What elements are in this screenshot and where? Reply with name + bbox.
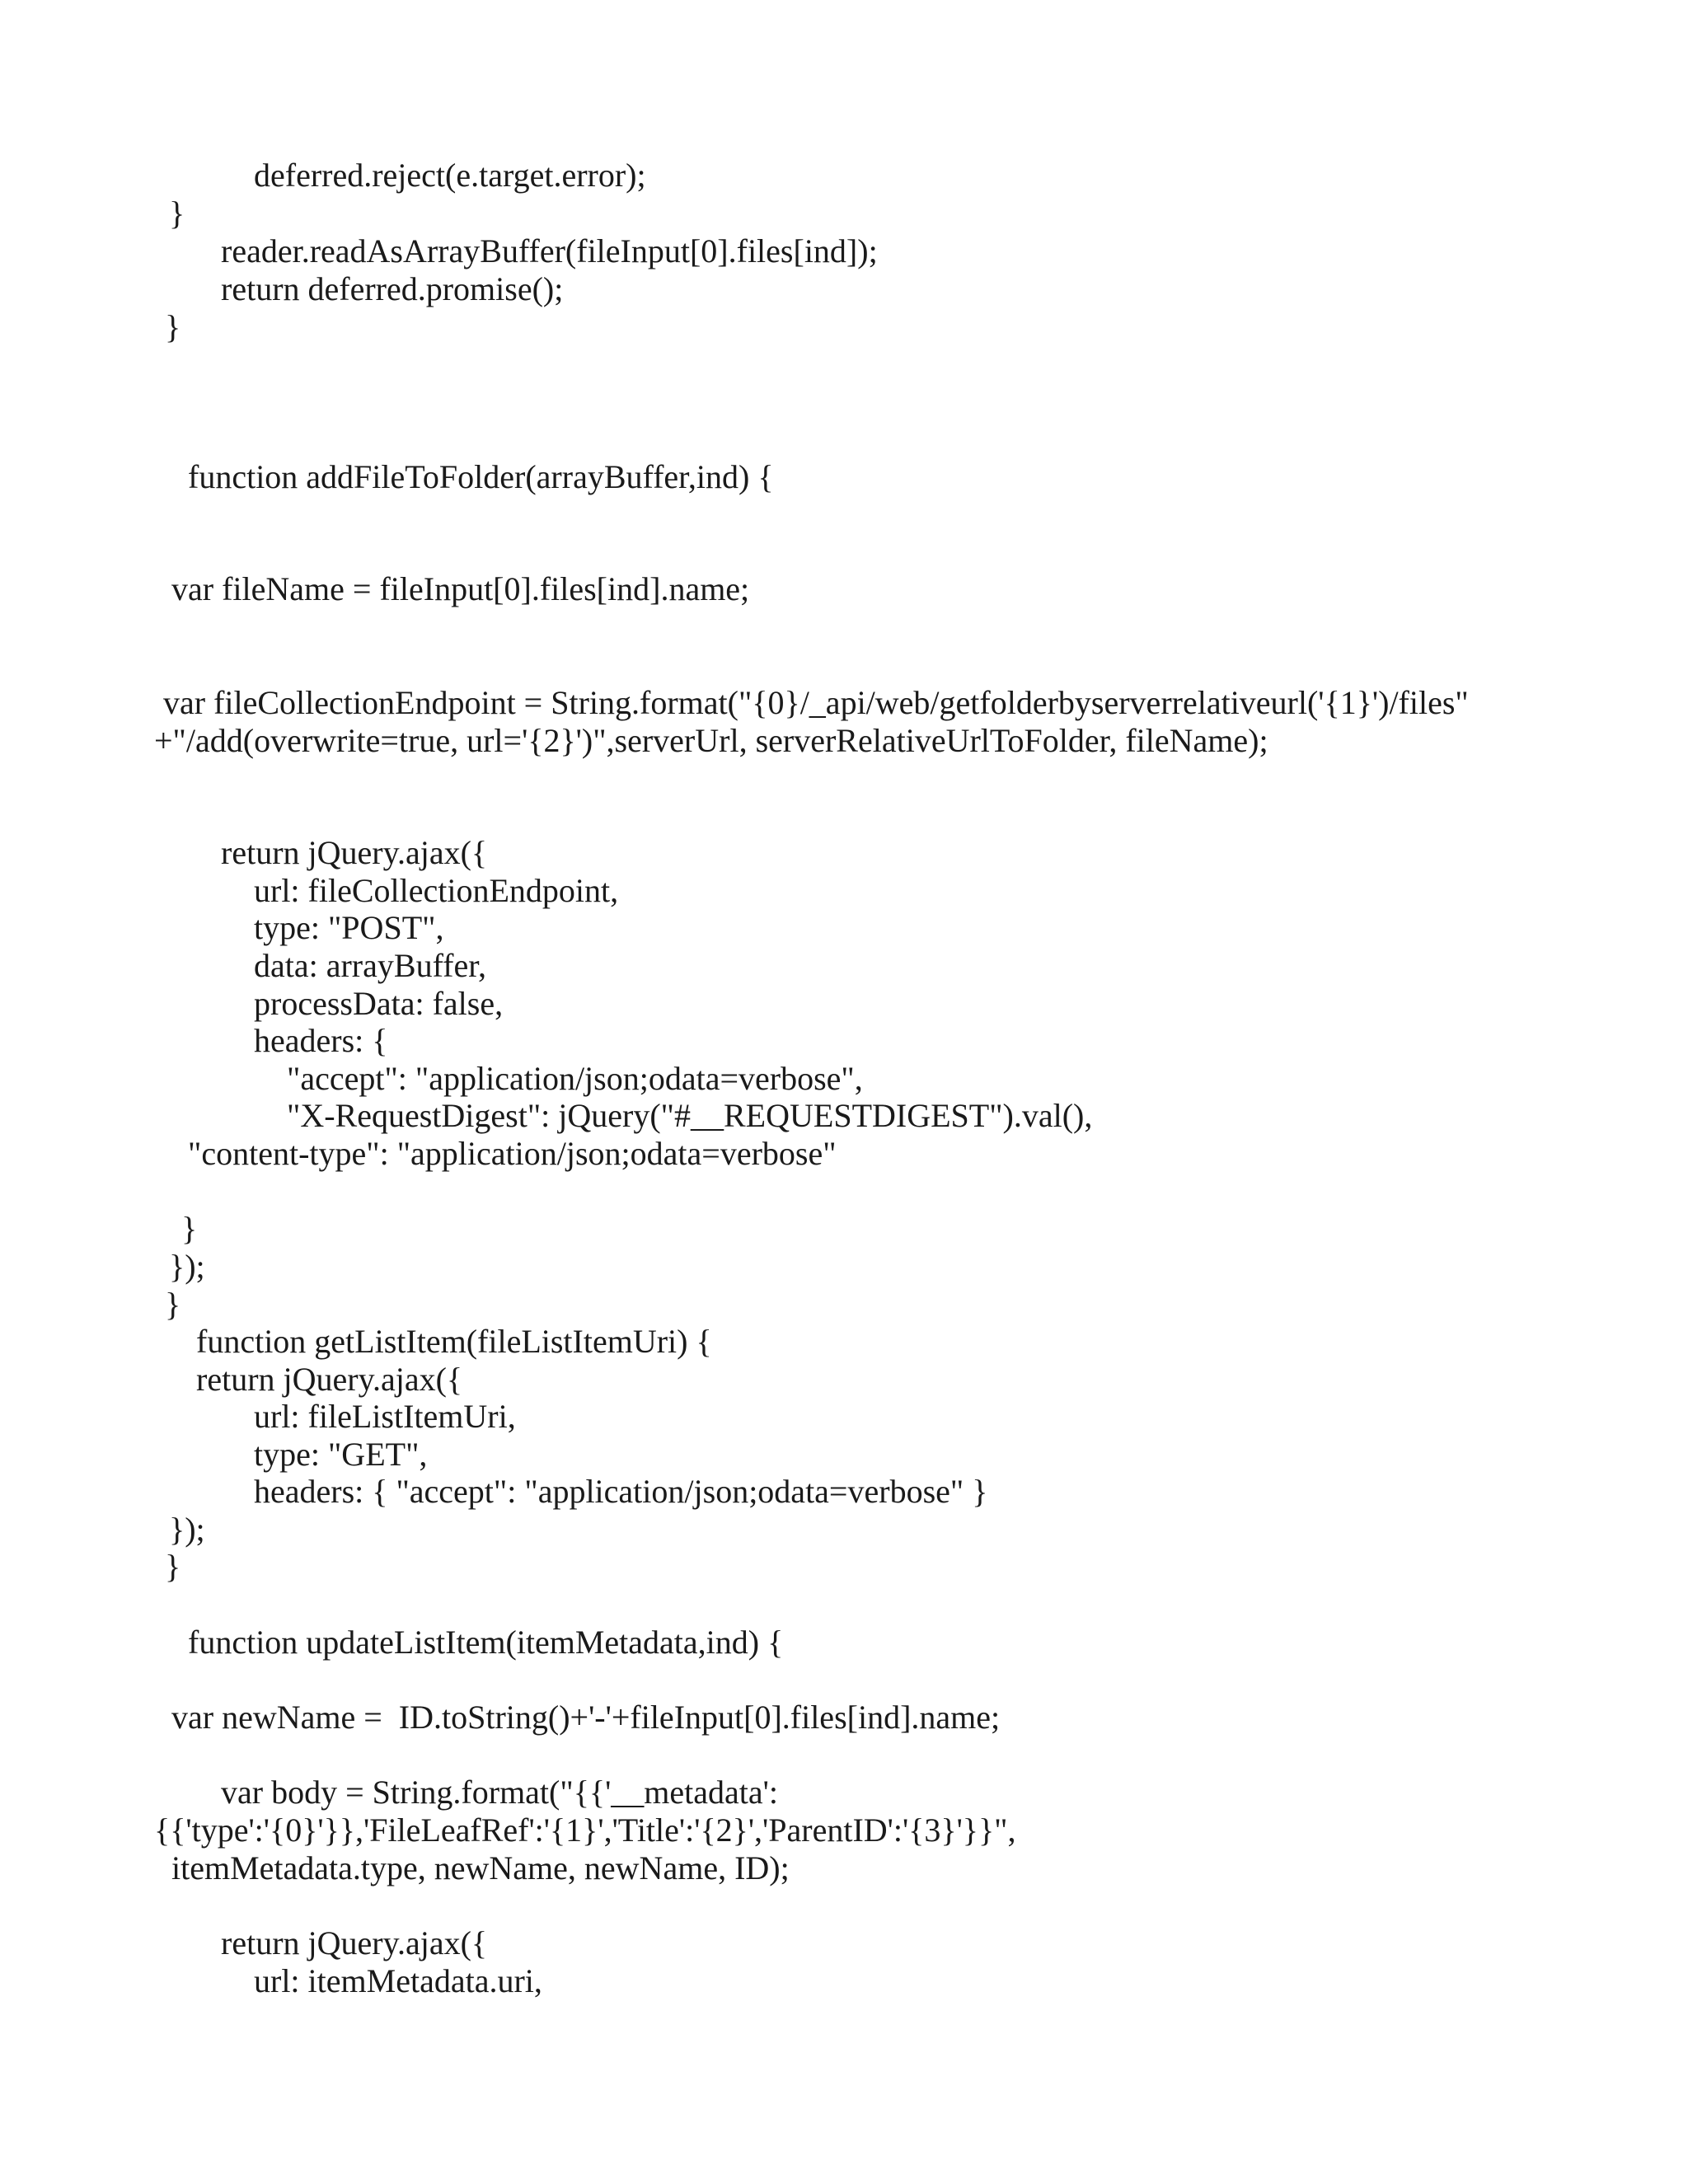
code-line: type: "POST", [254,909,444,946]
code-line: return jQuery.ajax({ [221,834,488,871]
code-line: var body = String.format("{{'__metadata': [221,1774,778,1811]
code-line: return jQuery.ajax({ [196,1361,463,1398]
code-line: "X-RequestDigest": jQuery("#__REQUESTDIGEST").val(), [287,1097,1093,1134]
code-line: headers: { [254,1022,388,1059]
code-line: } [169,194,185,232]
code-line: } [181,1210,198,1247]
code-line: url: fileCollectionEndpoint, [254,872,619,909]
code-line: }); [169,1248,205,1285]
code-line: function addFileToFolder(arrayBuffer,ind) { [188,458,774,495]
code-line: } [165,1286,181,1323]
code-line: type: "GET", [254,1436,428,1473]
code-line: var newName = ID.toString()+'-'+fileInput[0].files[ind].name; [171,1699,1001,1736]
code-line: return deferred.promise(); [221,270,564,307]
code-line: return jQuery.ajax({ [221,1924,488,1961]
code-line: deferred.reject(e.target.error); [254,157,646,194]
code-line: function updateListItem(itemMetadata,ind) { [188,1624,784,1661]
code-line: "accept": "application/json;odata=verbose", [287,1060,863,1097]
code-line: reader.readAsArrayBuffer(fileInput[0].files[ind]); [221,232,878,269]
code-line: var fileName = fileInput[0].files[ind].name; [171,570,750,607]
code-line: url: fileListItemUri, [254,1398,516,1435]
code-line: headers: { "accept": "application/json;odata=verbose" } [254,1473,988,1510]
code-line: }); [169,1511,205,1548]
code-line: } [165,1548,181,1585]
code-line: +"/add(overwrite=true, url='{2}')",serverUrl, serverRelativeUrlToFolder, fileName); [154,722,1268,759]
code-line: "content-type": "application/json;odata=verbose" [188,1135,837,1172]
code-line: {{'type':'{0}'}},'FileLeafRef':'{1}','Title':'{2}','ParentID':'{3}'}}", [154,1811,1016,1849]
code-line: itemMetadata.type, newName, newName, ID); [171,1849,790,1886]
code-line: var fileCollectionEndpoint = String.format("{0}/_api/web/getfolderbyserverrelativeurl('{1}')/files" [163,684,1469,721]
code-line: url: itemMetadata.uri, [254,1962,542,1999]
code-line: function getListItem(fileListItemUri) { [196,1323,712,1360]
code-line: } [165,308,181,345]
code-line: processData: false, [254,985,504,1022]
code-line: data: arrayBuffer, [254,947,486,984]
